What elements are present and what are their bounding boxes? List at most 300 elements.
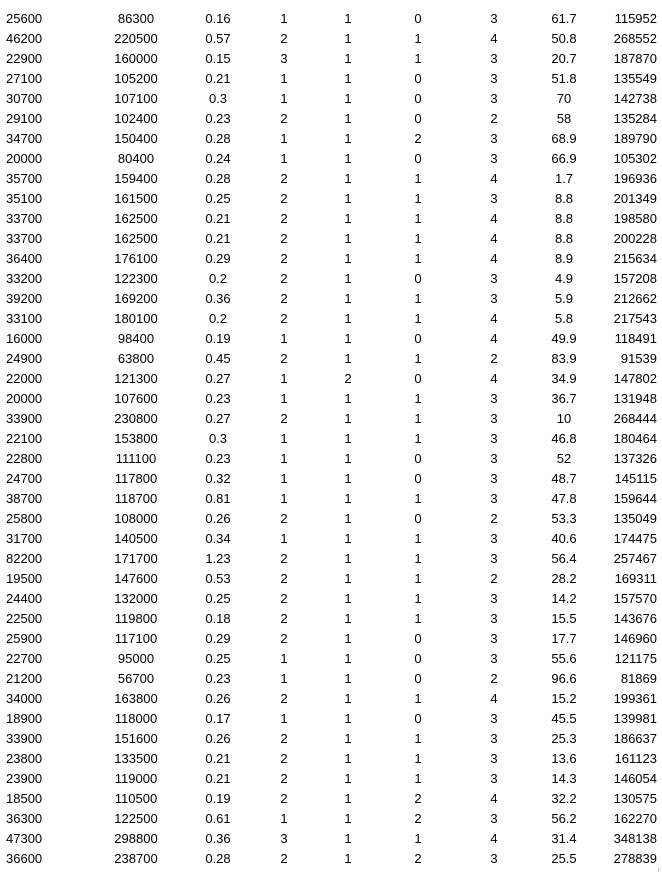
table-cell: 1 bbox=[414, 751, 422, 766]
table-cell: 157208 bbox=[613, 271, 657, 286]
table-cell: 180100 bbox=[114, 311, 158, 326]
table-row bbox=[0, 249, 662, 269]
table-cell: 268552 bbox=[613, 31, 657, 46]
table-cell: 1 bbox=[414, 491, 422, 506]
table-cell: 135049 bbox=[613, 511, 657, 526]
table-cell: 0 bbox=[414, 71, 422, 86]
table-cell: 1 bbox=[344, 731, 352, 746]
table-row bbox=[0, 709, 662, 729]
table-row bbox=[0, 549, 662, 569]
table-cell: 25900 bbox=[6, 631, 43, 646]
table-cell: 3 bbox=[490, 431, 498, 446]
table-cell: 2 bbox=[414, 131, 422, 146]
table-cell: 14.2 bbox=[551, 591, 577, 606]
table-cell: 3 bbox=[490, 191, 498, 206]
table-cell: 3 bbox=[490, 131, 498, 146]
table-row bbox=[0, 669, 662, 689]
table-cell: 56.4 bbox=[551, 551, 577, 566]
table-cell: 3 bbox=[490, 651, 498, 666]
table-cell: 1 bbox=[280, 651, 288, 666]
table-cell: 49.9 bbox=[551, 331, 577, 346]
table-row bbox=[0, 209, 662, 229]
table-cell: 140500 bbox=[114, 531, 158, 546]
table-cell: 159400 bbox=[114, 171, 158, 186]
table-cell: 187870 bbox=[613, 51, 657, 66]
table-cell: 35700 bbox=[6, 171, 43, 186]
table-cell: 162270 bbox=[613, 811, 657, 826]
table-cell: 61.7 bbox=[551, 11, 577, 26]
table-row bbox=[0, 89, 662, 109]
table-cell: 68.9 bbox=[551, 131, 577, 146]
table-cell: 268444 bbox=[613, 411, 657, 426]
table-cell: 4 bbox=[490, 831, 498, 846]
table-row bbox=[0, 269, 662, 289]
table-cell: 0 bbox=[414, 371, 422, 386]
table-cell: 1 bbox=[280, 371, 288, 386]
table-cell: 34.9 bbox=[551, 371, 577, 386]
table-cell: 1 bbox=[344, 71, 352, 86]
table-cell: 36.7 bbox=[551, 391, 577, 406]
table-cell: 2 bbox=[280, 351, 288, 366]
table-cell: 22500 bbox=[6, 611, 43, 626]
table-cell: 0.15 bbox=[205, 51, 231, 66]
table-cell: 25600 bbox=[6, 11, 43, 26]
table-cell: 111100 bbox=[115, 451, 157, 466]
table-cell: 1 bbox=[344, 791, 352, 806]
data-table bbox=[0, 9, 662, 869]
table-cell: 36600 bbox=[6, 851, 43, 866]
table-cell: 0.29 bbox=[205, 251, 231, 266]
table-cell: 3 bbox=[490, 91, 498, 106]
table-cell: 17.7 bbox=[551, 631, 577, 646]
table-cell: 348138 bbox=[613, 831, 657, 846]
table-cell: 1 bbox=[414, 571, 422, 586]
table-cell: 3 bbox=[490, 471, 498, 486]
table-cell: 0.23 bbox=[205, 451, 231, 466]
table-row bbox=[0, 389, 662, 409]
table-cell: 0.2 bbox=[208, 271, 228, 286]
table-cell: 1 bbox=[344, 831, 352, 846]
table-cell: 0 bbox=[414, 271, 422, 286]
table-cell: 3 bbox=[490, 271, 498, 286]
table-cell: 1 bbox=[280, 431, 288, 446]
table-cell: 40.6 bbox=[551, 531, 577, 546]
table-cell: 33700 bbox=[6, 231, 43, 246]
table-cell: 2 bbox=[280, 231, 288, 246]
table-row bbox=[0, 189, 662, 209]
table-cell: 1 bbox=[414, 231, 422, 246]
table-row bbox=[0, 629, 662, 649]
table-cell: 10 bbox=[556, 411, 572, 426]
table-cell: 3 bbox=[490, 51, 498, 66]
table-row bbox=[0, 829, 662, 849]
table-row bbox=[0, 609, 662, 629]
table-row bbox=[0, 49, 662, 69]
table-cell: 0.19 bbox=[205, 791, 231, 806]
table-cell: 0.26 bbox=[205, 731, 231, 746]
table-cell: 0 bbox=[414, 91, 422, 106]
table-cell: 212662 bbox=[613, 291, 657, 306]
table-cell: 2 bbox=[280, 851, 288, 866]
table-row bbox=[0, 109, 662, 129]
table-cell: 161123 bbox=[614, 751, 657, 766]
table-cell: 0.28 bbox=[205, 131, 231, 146]
table-cell: 1 bbox=[344, 211, 352, 226]
table-cell: 110500 bbox=[114, 791, 158, 806]
table-cell: 0.28 bbox=[205, 851, 231, 866]
table-cell: 1 bbox=[344, 131, 352, 146]
table-cell: 1 bbox=[280, 811, 288, 826]
table-cell: 34700 bbox=[6, 131, 43, 146]
table-cell: 4 bbox=[490, 251, 498, 266]
table-cell: 4 bbox=[490, 231, 498, 246]
table-cell: 1 bbox=[344, 811, 352, 826]
table-cell: 30700 bbox=[6, 91, 43, 106]
table-cell: 13.6 bbox=[551, 751, 577, 766]
table-cell: 0.53 bbox=[205, 571, 231, 586]
table-cell: 63800 bbox=[117, 351, 155, 366]
table-cell: 46.8 bbox=[551, 431, 577, 446]
table-cell: 66.9 bbox=[551, 151, 577, 166]
table-cell: 45.5 bbox=[551, 711, 577, 726]
table-cell: 159644 bbox=[613, 491, 657, 506]
table-cell: 1 bbox=[414, 411, 422, 426]
table-cell: 2 bbox=[280, 771, 288, 786]
table-cell: 1.7 bbox=[554, 171, 574, 186]
table-cell: 3 bbox=[490, 631, 498, 646]
table-cell: 2 bbox=[280, 311, 288, 326]
table-cell: 2 bbox=[490, 511, 498, 526]
table-row bbox=[0, 469, 662, 489]
table-cell: 0 bbox=[414, 151, 422, 166]
table-cell: 5.8 bbox=[554, 311, 574, 326]
table-cell: 145115 bbox=[614, 471, 657, 486]
table-cell: 8.8 bbox=[554, 211, 574, 226]
table-cell: 24700 bbox=[6, 471, 43, 486]
table-cell: 2 bbox=[344, 371, 352, 386]
table-row bbox=[0, 369, 662, 389]
table-cell: 3 bbox=[490, 531, 498, 546]
table-cell: 1 bbox=[344, 711, 352, 726]
table-cell: 83.9 bbox=[551, 351, 577, 366]
table-row bbox=[0, 569, 662, 589]
table-cell: 2 bbox=[280, 291, 288, 306]
table-cell: 2 bbox=[490, 351, 498, 366]
table-cell: 22700 bbox=[6, 651, 43, 666]
table-cell: 0.3 bbox=[208, 91, 228, 106]
table-cell: 0.16 bbox=[205, 11, 231, 26]
table-cell: 1 bbox=[344, 11, 352, 26]
table-cell: 5.9 bbox=[554, 291, 574, 306]
table-cell: 82200 bbox=[6, 551, 43, 566]
table-cell: 0.36 bbox=[205, 831, 231, 846]
table-cell: 119800 bbox=[114, 611, 158, 626]
table-row bbox=[0, 729, 662, 749]
table-cell: 2 bbox=[280, 251, 288, 266]
table-cell: 0.21 bbox=[205, 751, 231, 766]
table-cell: 122500 bbox=[114, 811, 158, 826]
table-row bbox=[0, 529, 662, 549]
table-cell: 51.8 bbox=[551, 71, 577, 86]
table-cell: 21200 bbox=[6, 671, 43, 686]
table-row bbox=[0, 309, 662, 329]
table-cell: 1 bbox=[344, 231, 352, 246]
table-cell: 36300 bbox=[6, 811, 43, 826]
table-cell: 52 bbox=[556, 451, 572, 466]
table-cell: 1 bbox=[344, 571, 352, 586]
table-cell: 58 bbox=[556, 111, 572, 126]
table-cell: 135284 bbox=[613, 111, 657, 126]
table-cell: 35100 bbox=[6, 191, 43, 206]
table-cell: 1 bbox=[414, 771, 422, 786]
table-cell: 3 bbox=[490, 771, 498, 786]
table-cell: 147600 bbox=[114, 571, 158, 586]
table-cell: 33700 bbox=[6, 211, 43, 226]
table-cell: 3 bbox=[490, 851, 498, 866]
table-cell: 1 bbox=[344, 271, 352, 286]
table-cell: 47.8 bbox=[551, 491, 577, 506]
table-row bbox=[0, 509, 662, 529]
table-cell: 25.5 bbox=[551, 851, 577, 866]
table-cell: 137326 bbox=[613, 451, 657, 466]
table-cell: 115952 bbox=[614, 11, 657, 26]
table-cell: 0.36 bbox=[205, 291, 231, 306]
table-cell: 2 bbox=[280, 791, 288, 806]
table-cell: 1 bbox=[344, 751, 352, 766]
table-cell: 3 bbox=[490, 451, 498, 466]
table-cell: 0.25 bbox=[205, 591, 231, 606]
table-cell: 23900 bbox=[6, 771, 43, 786]
table-cell: 8.8 bbox=[554, 191, 574, 206]
table-cell: 132000 bbox=[114, 591, 158, 606]
table-cell: 121300 bbox=[114, 371, 158, 386]
table-cell: 34000 bbox=[6, 691, 43, 706]
table-cell: 196936 bbox=[613, 171, 657, 186]
table-cell: 1 bbox=[344, 291, 352, 306]
table-cell: 0.24 bbox=[205, 151, 231, 166]
table-row bbox=[0, 169, 662, 189]
table-cell: 1 bbox=[414, 251, 422, 266]
table-row bbox=[0, 789, 662, 809]
table-cell: 1 bbox=[414, 351, 422, 366]
table-cell: 0.23 bbox=[205, 671, 231, 686]
table-cell: 0.32 bbox=[205, 471, 231, 486]
table-cell: 1 bbox=[414, 31, 422, 46]
table-cell: 102400 bbox=[114, 111, 158, 126]
table-cell: 2 bbox=[280, 571, 288, 586]
table-cell: 2 bbox=[280, 511, 288, 526]
table-cell: 3 bbox=[280, 831, 288, 846]
table-cell: 2 bbox=[280, 271, 288, 286]
table-cell: 22800 bbox=[6, 451, 43, 466]
table-cell: 0 bbox=[414, 711, 422, 726]
table-cell: 162500 bbox=[114, 231, 158, 246]
table-cell: 1 bbox=[344, 471, 352, 486]
table-cell: 4 bbox=[490, 311, 498, 326]
table-cell: 1 bbox=[344, 551, 352, 566]
table-cell: 4 bbox=[490, 791, 498, 806]
table-cell: 0.29 bbox=[205, 631, 231, 646]
table-cell: 0.61 bbox=[205, 811, 231, 826]
table-cell: 8.8 bbox=[554, 231, 574, 246]
table-cell: 33900 bbox=[6, 731, 43, 746]
table-cell: 1 bbox=[414, 171, 422, 186]
table-cell: 150400 bbox=[114, 131, 158, 146]
table-row bbox=[0, 9, 662, 29]
table-cell: 2 bbox=[280, 691, 288, 706]
table-cell: 135549 bbox=[613, 71, 657, 86]
table-cell: 0.23 bbox=[205, 391, 231, 406]
table-cell: 2 bbox=[490, 571, 498, 586]
table-cell: 162500 bbox=[114, 211, 158, 226]
table-cell: 0 bbox=[414, 651, 422, 666]
table-cell: 4 bbox=[490, 211, 498, 226]
table-cell: 1 bbox=[344, 171, 352, 186]
table-cell: 215634 bbox=[613, 251, 657, 266]
table-cell: 1 bbox=[344, 451, 352, 466]
table-cell: 199361 bbox=[613, 691, 657, 706]
table-cell: 0.25 bbox=[205, 191, 231, 206]
table-cell: 3 bbox=[490, 711, 498, 726]
table-cell: 24900 bbox=[6, 351, 43, 366]
table-cell: 95000 bbox=[117, 651, 155, 666]
table-cell: 28.2 bbox=[551, 571, 577, 586]
table-cell: 107100 bbox=[114, 91, 158, 106]
table-cell: 1.23 bbox=[205, 551, 231, 566]
table-cell: 1 bbox=[280, 131, 288, 146]
table-cell: 160000 bbox=[114, 51, 158, 66]
table-cell: 2 bbox=[280, 631, 288, 646]
table-cell: 3 bbox=[490, 551, 498, 566]
table-cell: 2 bbox=[280, 551, 288, 566]
table-cell: 1 bbox=[280, 151, 288, 166]
table-cell: 146960 bbox=[613, 631, 657, 646]
table-cell: 20000 bbox=[6, 151, 43, 166]
table-cell: 1 bbox=[344, 311, 352, 326]
table-cell: 3 bbox=[490, 411, 498, 426]
table-cell: 4.9 bbox=[554, 271, 574, 286]
table-cell: 2 bbox=[490, 111, 498, 126]
table-cell: 1 bbox=[414, 51, 422, 66]
table-cell: 3 bbox=[490, 811, 498, 826]
table-cell: 20000 bbox=[6, 391, 43, 406]
table-cell: 4 bbox=[490, 171, 498, 186]
table-cell: 117100 bbox=[114, 631, 158, 646]
table-cell: 119000 bbox=[114, 771, 158, 786]
table-cell: 118000 bbox=[114, 711, 158, 726]
table-cell: 3 bbox=[490, 491, 498, 506]
table-row bbox=[0, 849, 662, 869]
table-cell: 22100 bbox=[6, 431, 43, 446]
table-cell: 298800 bbox=[114, 831, 158, 846]
table-cell: 1 bbox=[344, 391, 352, 406]
table-cell: 1 bbox=[280, 711, 288, 726]
table-cell: 169311 bbox=[614, 571, 657, 586]
table-cell: 0.34 bbox=[205, 531, 231, 546]
table-row bbox=[0, 749, 662, 769]
table-cell: 47300 bbox=[6, 831, 43, 846]
table-row bbox=[0, 69, 662, 89]
table-cell: 0 bbox=[414, 111, 422, 126]
table-cell: 96.6 bbox=[551, 671, 577, 686]
table-row bbox=[0, 349, 662, 369]
table-cell: 180464 bbox=[613, 431, 657, 446]
table-cell: 2 bbox=[280, 751, 288, 766]
table-cell: 1 bbox=[414, 611, 422, 626]
table-cell: 1 bbox=[344, 851, 352, 866]
table-cell: 23800 bbox=[6, 751, 43, 766]
table-cell: 3 bbox=[490, 731, 498, 746]
table-cell: 18500 bbox=[6, 791, 43, 806]
table-cell: 133500 bbox=[114, 751, 158, 766]
table-cell: 1 bbox=[344, 651, 352, 666]
table-cell: 33200 bbox=[6, 271, 43, 286]
table-cell: 55.6 bbox=[551, 651, 577, 666]
table-cell: 4 bbox=[490, 691, 498, 706]
table-cell: 230800 bbox=[114, 411, 158, 426]
table-cell: 91539 bbox=[620, 351, 657, 366]
table-cell: 14.3 bbox=[551, 771, 577, 786]
table-cell: 24400 bbox=[6, 591, 43, 606]
table-cell: 1 bbox=[344, 331, 352, 346]
table-cell: 1 bbox=[344, 531, 352, 546]
table-cell: 131948 bbox=[613, 391, 657, 406]
table-cell: 86300 bbox=[117, 11, 155, 26]
table-cell: 31700 bbox=[6, 531, 43, 546]
table-cell: 18900 bbox=[6, 711, 43, 726]
table-cell: 1 bbox=[414, 531, 422, 546]
table-cell: 0.21 bbox=[205, 71, 231, 86]
table-cell: 46200 bbox=[6, 31, 43, 46]
table-cell: 198580 bbox=[613, 211, 657, 226]
table-cell: 0 bbox=[414, 671, 422, 686]
table-cell: 2 bbox=[414, 811, 422, 826]
table-cell: 174475 bbox=[613, 531, 657, 546]
table-cell: 1 bbox=[414, 431, 422, 446]
table-cell: 1 bbox=[344, 671, 352, 686]
table-cell: 1 bbox=[344, 691, 352, 706]
table-cell: 8.9 bbox=[554, 251, 574, 266]
table-cell: 2 bbox=[280, 411, 288, 426]
table-cell: 1 bbox=[344, 491, 352, 506]
table-cell: 1 bbox=[414, 551, 422, 566]
table-row bbox=[0, 289, 662, 309]
table-cell: 0.21 bbox=[205, 771, 231, 786]
table-cell: 1 bbox=[344, 431, 352, 446]
table-cell: 0.26 bbox=[205, 691, 231, 706]
table-cell: 1 bbox=[414, 291, 422, 306]
table-cell: 3 bbox=[490, 751, 498, 766]
table-cell: 22000 bbox=[6, 371, 43, 386]
table-row bbox=[0, 409, 662, 429]
table-cell: 0.27 bbox=[205, 411, 231, 426]
table-cell: 2 bbox=[414, 851, 422, 866]
table-cell: 0.45 bbox=[205, 351, 231, 366]
table-cell: 1 bbox=[280, 91, 288, 106]
table-cell: 163800 bbox=[114, 691, 158, 706]
table-cell: 15.2 bbox=[551, 691, 577, 706]
table-cell: 146054 bbox=[613, 771, 657, 786]
table-cell: 1 bbox=[414, 191, 422, 206]
table-cell: 15.5 bbox=[551, 611, 577, 626]
table-cell: 1 bbox=[344, 191, 352, 206]
table-cell: 1 bbox=[344, 51, 352, 66]
table-cell: 1 bbox=[280, 671, 288, 686]
table-cell: 105200 bbox=[114, 71, 158, 86]
table-cell: 2 bbox=[280, 591, 288, 606]
table-cell: 3 bbox=[490, 291, 498, 306]
table-cell: 1 bbox=[280, 491, 288, 506]
